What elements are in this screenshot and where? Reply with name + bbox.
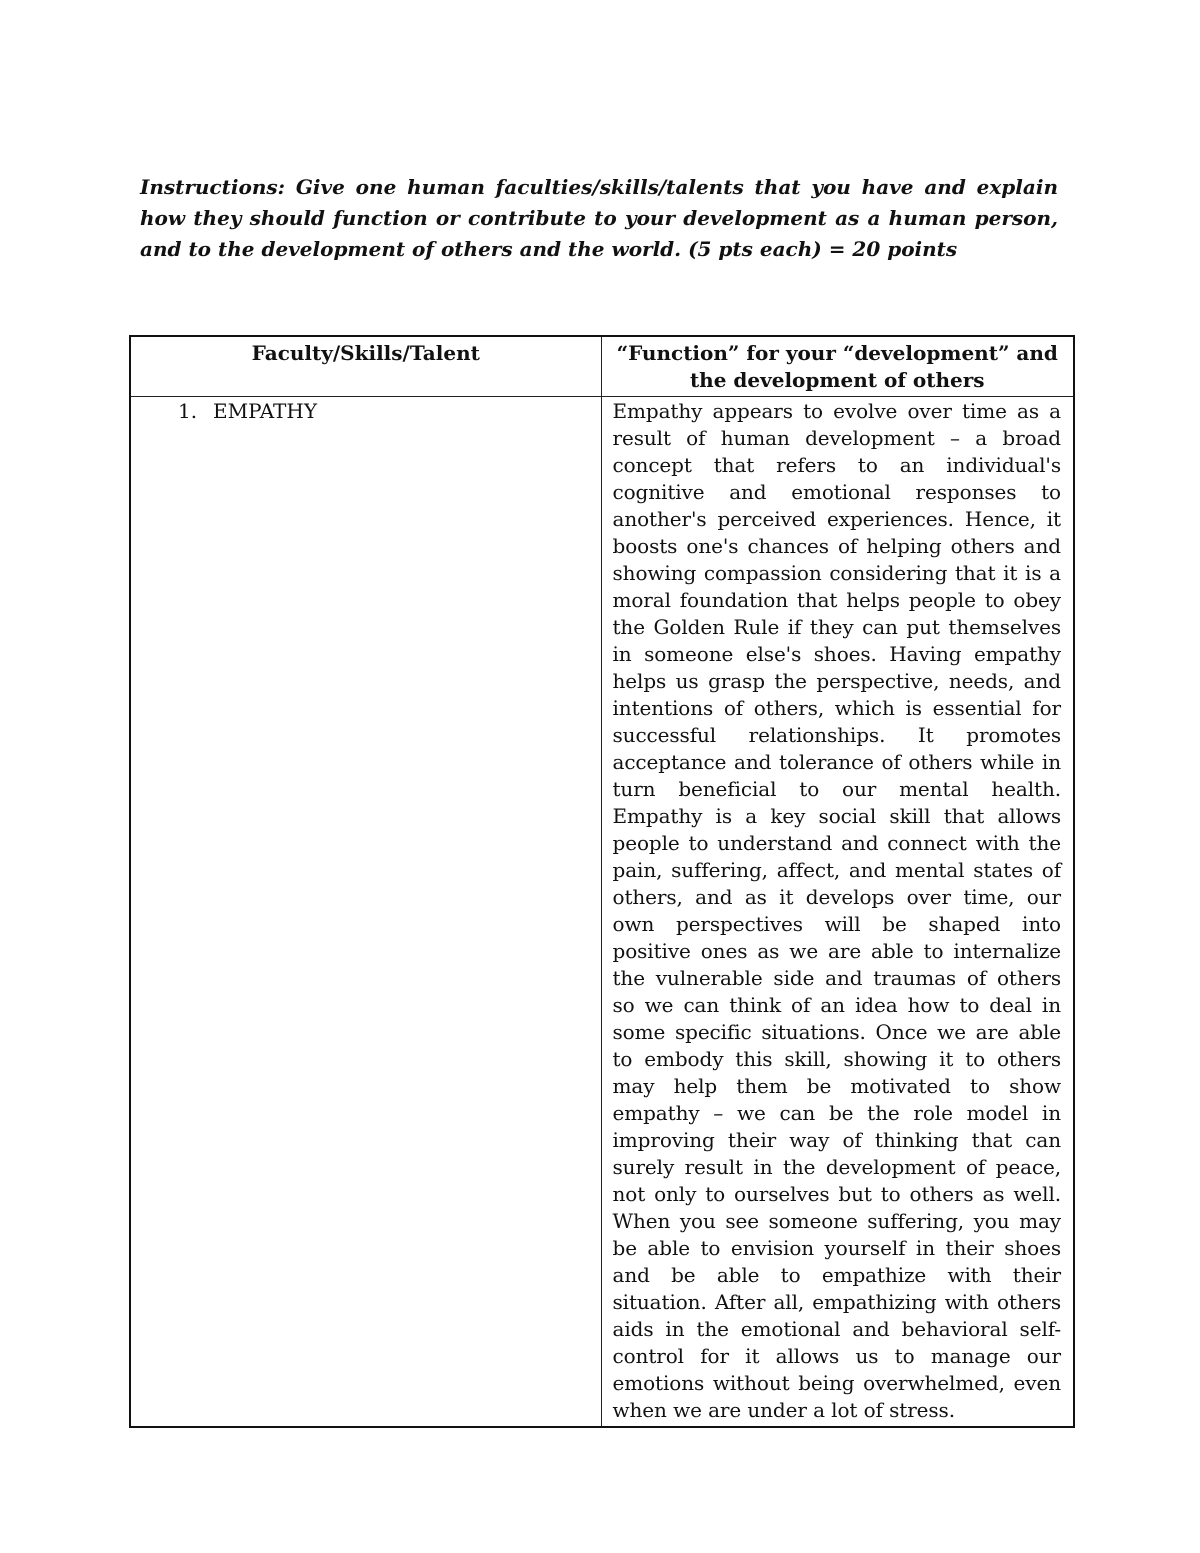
instructions-text: Instructions: Give one human faculties/skills/talents that you have and explain how they should function or contribute to your development as a human person, and to the development of others and the world. (5 pts each) = 20 points	[140, 175, 1058, 261]
faculty-cell	[130, 397, 601, 1428]
item-number: 1.	[178, 399, 198, 423]
list-item	[131, 398, 591, 425]
header-function: “Function” for your “development” and the development of others	[601, 336, 1074, 397]
faculty-name: EMPATHY	[213, 399, 318, 423]
worksheet-table	[129, 335, 1075, 1428]
table-header-row	[130, 336, 1074, 397]
table-row	[130, 397, 1074, 1428]
header-faculty: Faculty/Skills/Talent	[130, 336, 601, 397]
function-answer: Empathy appears to evolve over time as a result of human development – a broad concept that refers to an individual's cognitive and emotional responses to another's perceived experiences. Hence, it boosts one's chances of helping others and showing compassion considering that it is a moral foundation that helps people to obey the Golden Rule if they can put themselves in someone else's shoes. Having empathy helps us grasp the perspective, needs, and intentions of others, which is essential for successful relationships. It promotes acceptance and tolerance of others while in turn beneficial to our mental health. Empathy is a key social skill that allows people to understand and connect with the pain, suffering, affect, and mental states of others, and as it develops over time, our own perspectives will be shaped into positive ones as we are able to internalize the vulnerable side and traumas of others so we can think of an idea how to deal in some specific situations. Once we are able to embody this skill, showing it to others may help them be motivated to show empathy – we can be the role model in improving their way of thinking that can surely result in the development of peace, not only to ourselves but to others as well. When you see someone suffering, you may be able to envision yourself in their shoes and be able to empathize with their situation. After all, empathizing with others aids in the emotional and behavioral self-control for it allows us to manage our emotions without being overwhelmed, even when we are under a lot of stress.	[601, 397, 1074, 1428]
